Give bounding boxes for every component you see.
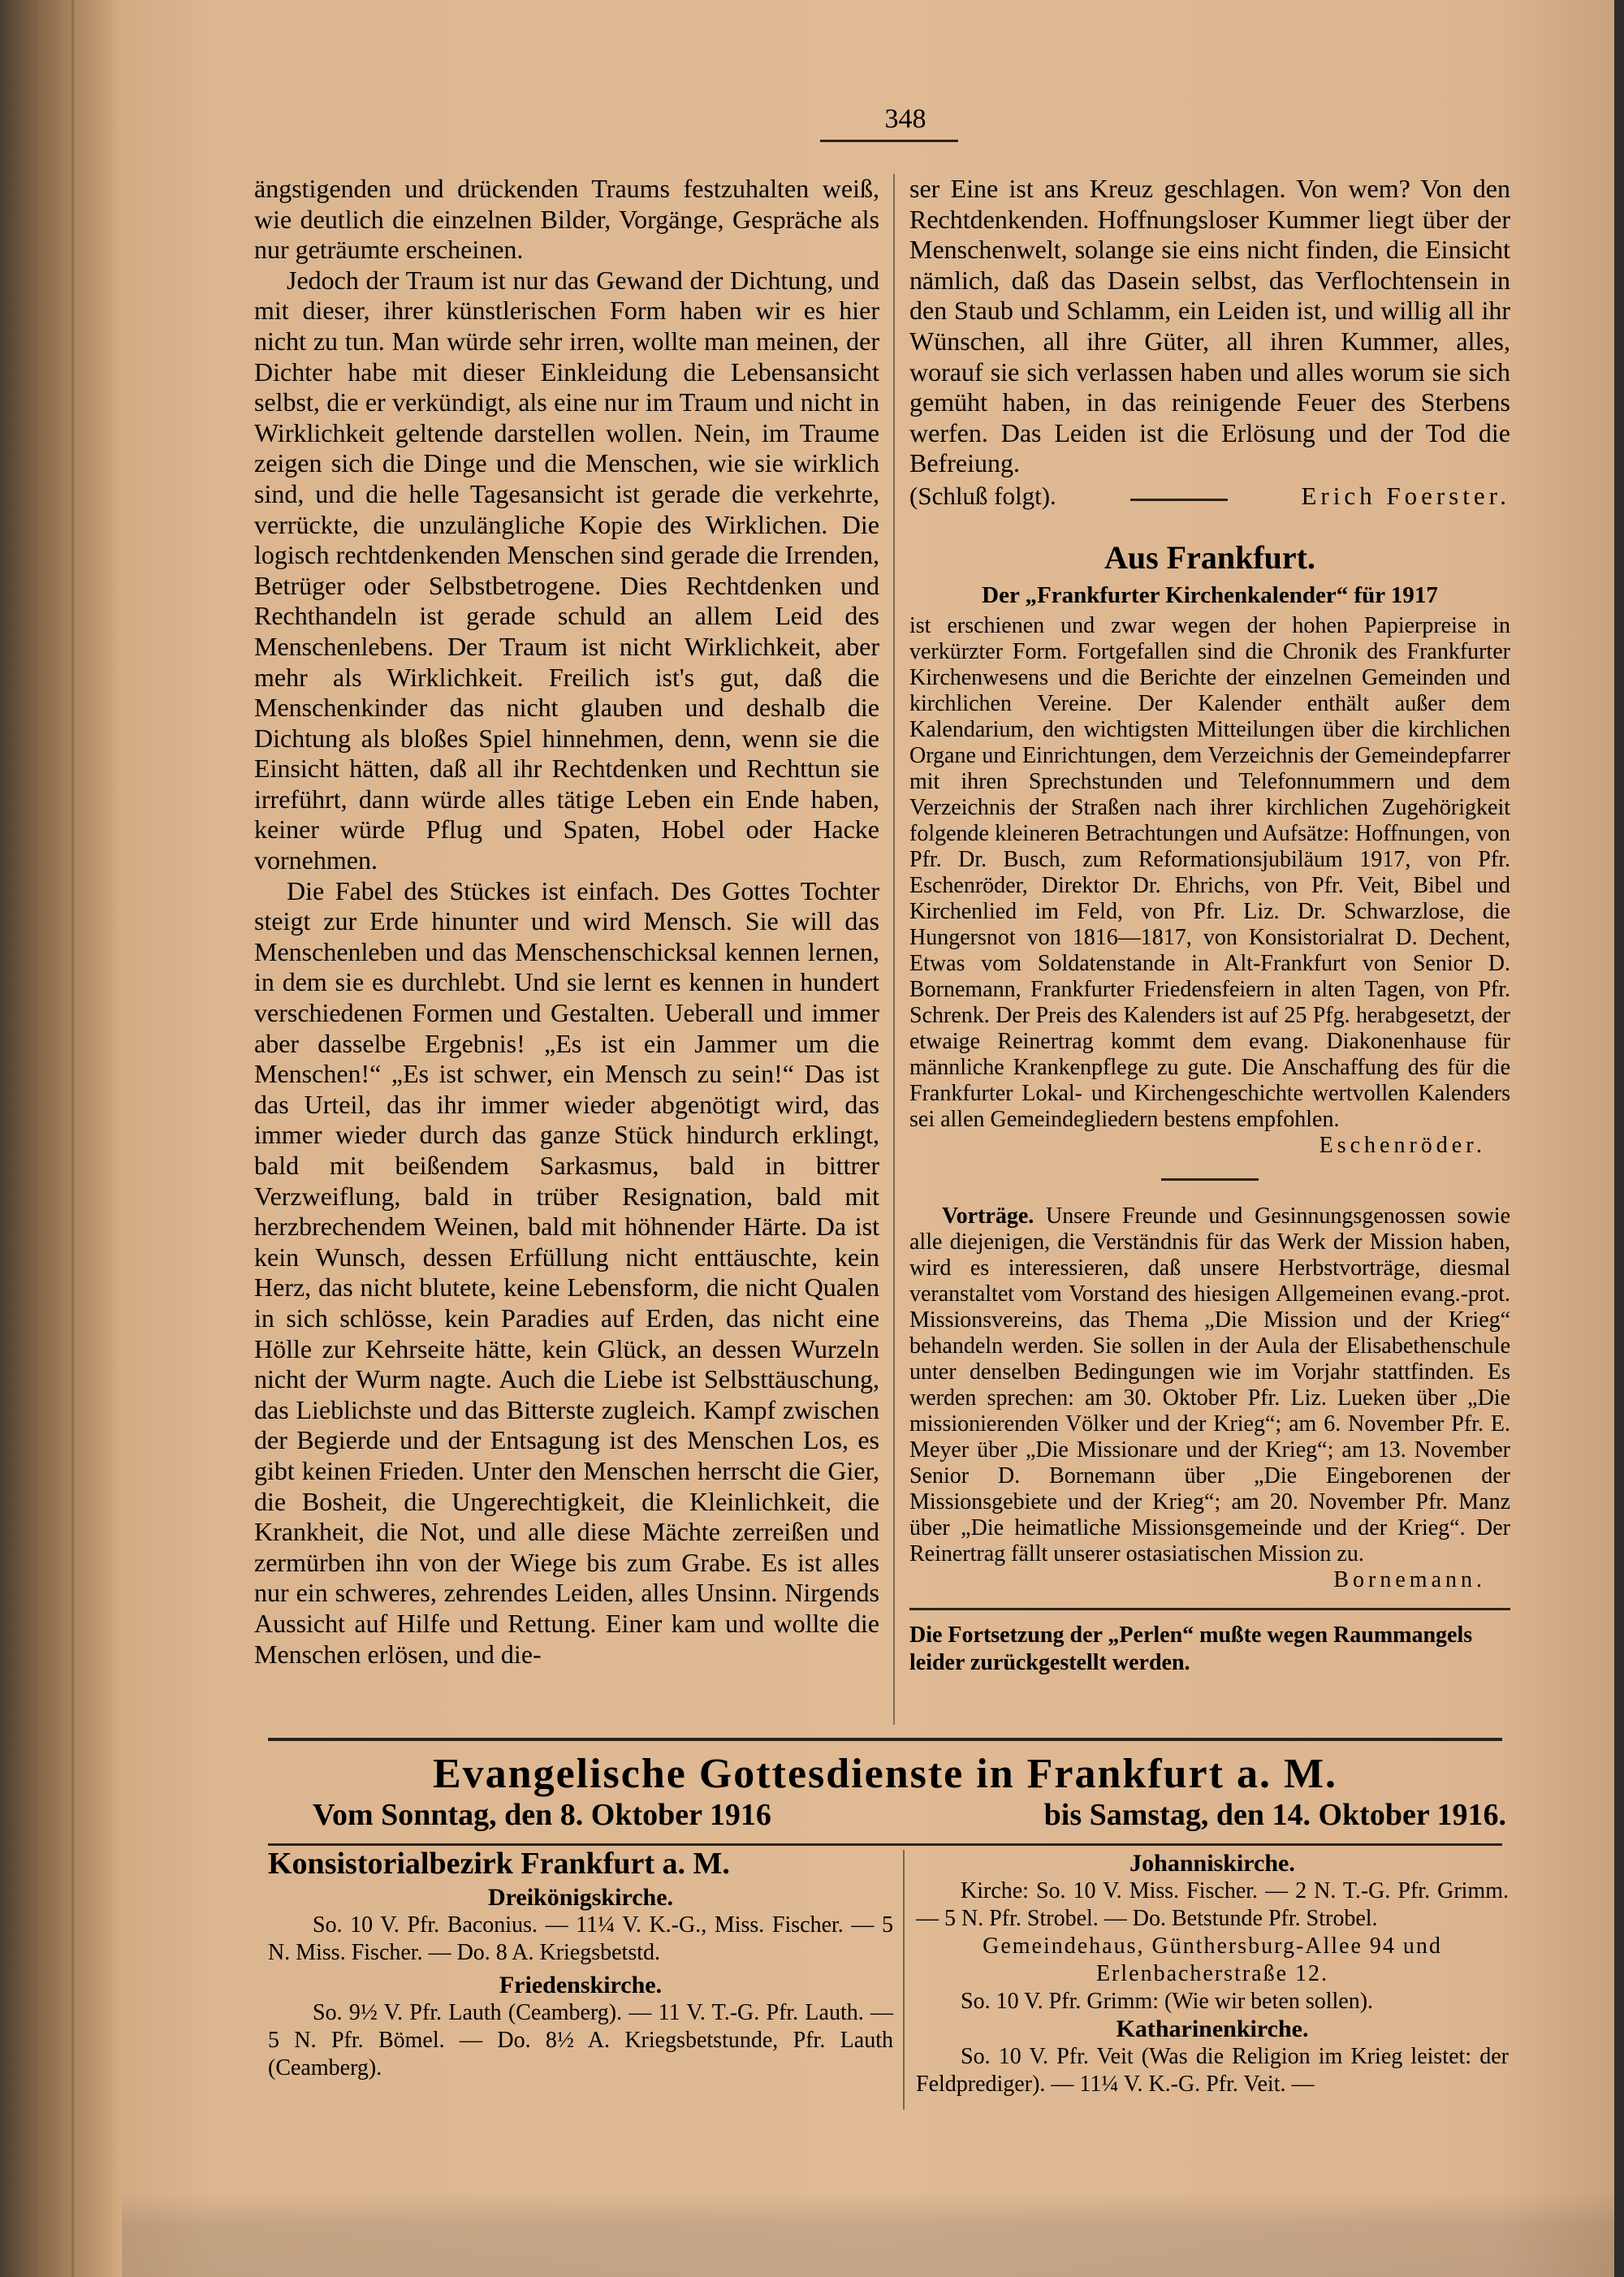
page-shadow	[122, 2193, 1624, 2277]
author-signature: Erich Foerster.	[1301, 481, 1510, 510]
church-heading: Friedenskirche.	[499, 1972, 663, 1998]
lectures-label: Vorträge.	[942, 1203, 1034, 1229]
left-column	[254, 174, 879, 1670]
page-number: 348	[884, 104, 926, 134]
paragraph: Jedoch der Traum ist nur das Gewand der Dichtung, und mit dieser, ihrer künstlerischen Form haben wir es hier nicht zu tun. Man würde sehr irren, wollte man meinen, der Dichter habe mit dieser Einkleidung die Lebensansicht selbst, die er verkündigt, als eine nur im Traum und nicht in Wirklichkeit geltende darstellen wollen. Nein, im Traume zeigen sich die Dinge und die Menschen, wie sie wirklich sind, und die helle Tagesansicht ist gerade die verkehrte, verrückte, die unzulängliche Kopie des Wirklichen. Die logisch rechtdenkenden Menschen sind gerade die Irrenden, Betrüger oder Selbstbetrogene. Dies Rechtdenken und Rechthandeln ist gerade schuld an allem Leid des Menschenlebens. Der Traum ist nicht Wirklichkeit, aber mehr als Wirklichkeit. Freilich ist's gut, daß die Menschenkinder das nicht glauben und deshalb die Dichtung als bloßes Spiel hinnehmen, denn, wenn sie die Einsicht hätten, daß all ihr Rechtdenken und Rechttun sie irreführt, dann würde alles tätige Leben ein Ende haben, keiner würde Pflug und Spaten, Hobel oder Hacke vornehmen.	[254, 265, 879, 875]
service-entry: Kirche: So. 10 V. Miss. Fischer. — 2 N. T.-G. Pfr. Grimm. — 5 N. Pfr. Strobel. — Do. Betstunde Pfr. Strobel.	[916, 1878, 1509, 1931]
section-heading: Aus Frankfurt.	[1104, 538, 1316, 576]
column-divider	[903, 1850, 905, 2110]
location-heading: Gemeindehaus, Günthersburg-Allee 94 und Erlenbacherstraße 12.	[983, 1934, 1442, 1986]
service-entry: So. 10 V. Pfr. Baconius. — 11¼ V. K.-G., Miss. Fischer. — 5 N. Miss. Fischer. — Do. 8 A. Kriegsbetstd.	[268, 1912, 893, 1965]
right-column	[909, 174, 1510, 1677]
section-rule	[268, 1738, 1502, 1741]
service-entry: So. 9½ V. Pfr. Lauth (Ceamberg). — 11 V. T.-G. Pfr. Lauth. — 5 N. Pfr. Bömel. — Do. 8½ A. Kriegsbetstunde, Pfr. Lauth (Ceamberg).	[268, 2000, 893, 2080]
spine-crease	[34, 0, 37, 2277]
editorial-notice: Die Fortsetzung der „Perlen“ mußte wegen Raummangels leider zurückgestellt werden.	[909, 1622, 1473, 1675]
paragraph: ist erschienen und zwar wegen der hohen Papierpreise in verkürzter Form. Fortgefallen sind die Chronik des Frankfurter Kirchenwesens und die Berichte der einzelnen Gemeinden und kirchlichen Vereine. Der Kalender enthält außer dem Kalendarium, den wichtigsten Mitteilungen über die kirchlichen Organe und Einrichtungen, dem Verzeichnis der Gemeindepfarrer mit ihren Sprechstunden und Telefonnummern und dem Verzeichnis der Straßen nach ihrer kirchlichen Zugehörigkeit folgende kleineren Betrachtungen und Aufsätze: Hoffnungen, von Pfr. Dr. Busch, zum Reformationsjubiläum 1917, von Pfr. Eschenröder, Direktor Dr. Ehrichs, von Pfr. Veit, Bibel und Kirchenlied im Feld, von Pfr. Liz. Dr. Schwarzlose, die Hungersnot von 1816—1817, von Konsistorialrat D. Dechent, Etwas vom Soldatenstande in Alt-Frankfurt von Senior D. Bornemann, Frankfurter Friedensfeiern in alten Tagen, von Pfr. Schrenk. Der Preis des Kalenders ist auf 25 Pfg. herabgesetzt, der etwaige Reinertrag kommt dem evang. Diakonenhause für männliche Krankenpflege zu gute. Die Anschaffung des für die Frankfurter Lokal- und Kirchengeschichte wertvollen Kalenders sei allen Gemeindegliedern bestens empfohlen.	[909, 612, 1510, 1132]
book-spine	[0, 0, 122, 2277]
paragraph: Die Fabel des Stückes ist einfach. Des Gottes Tochter steigt zur Erde hinunter und wird Mensch. Sie will das Menschenleben und das Menschenschicksal kennen lernen, in dem sie es durchlebt. Und sie lernt es kennen in hundert verschiedenen Formen und Gestalten. Ueberall und immer aber dasselbe Ergebnis! „Es ist ein Jammer um die Menschen!“ „Es ist schwer, ein Mensch zu sein!“ Das ist das Urteil, das ihr immer wieder abgenötigt wird, das immer wieder durch das ganze Stück hindurch erklingt, bald mit beißendem Sarkasmus, bald in bittrer Verzweiflung, bald in trüber Resignation, bald mit herzbrechendem Weinen, bald mit höhnender Härte. Da ist kein Wunsch, dessen Erfüllung nicht enttäuschte, kein Herz, das nicht blutete, keine Lebensform, die nicht Qualen in sich schlösse, kein Paradies auf Erden, das nicht eine Hölle zur Kehrseite hätte, kein Glück, an dessen Wurzeln nicht der Wurm nagte. Auch die Liebe ist Selbsttäuschung, das Lieblichste und das Bitterste zugleich. Kampf zwischen der Begierde und der Entsagung ist des Menschen Los, es gibt keinen Frieden. Unter den Menschen herrscht die Gier, die Bosheit, die Ungerechtigkeit, die Kleinlichkeit, die Krankheit, die Not, und alle diese Mächte zerreißen und zermürben ihn von der Wiege bis zum Grabe. Es ist alles nur ein schweres, zehrendes Leiden, alles Unsinn. Nirgends Aussicht auf Hilfe und Rettung. Einer kam und wollte die Menschen erlösen, und die-	[254, 875, 879, 1669]
calendar-heading: Der „Frankfurter Kirchenkalender“ für 1917	[982, 582, 1438, 609]
calendar-signature: Eschenröder.	[1319, 1132, 1486, 1158]
services-right-column	[916, 1850, 1509, 2098]
spine-crease	[71, 0, 74, 2277]
date-from: Vom Sonntag, den 8. Oktober 1916	[313, 1798, 771, 1832]
separator-rule	[1161, 1178, 1259, 1181]
continuation-note: (Schluß folgt).	[909, 481, 1056, 510]
services-title: Evangelische Gottesdienste in Frankfurt a. M.	[432, 1751, 1338, 1797]
paragraph: Unsere Freunde und Gesinnungsgenossen sowie alle diejenigen, die Verständnis für das Werk der Mission haben, wird es interessieren, daß unsere Herbstvorträge, diesmal veranstaltet vom Vorstand des hiesigen Allgemeinen evang.-prot. Missionsvereins, das Thema „Die Mission und der Krieg“ behandeln werden. Sie sollen in der Aula der Elisabethenschule unter denselben Bedingungen wie im Vorjahr stattfinden. Es werden sprechen: am 30. Oktober Pfr. Liz. Lueken über „Die missionierenden Völker und der Krieg“; am 6. November Pfr. E. Meyer über „Die Missionare und der Krieg“; am 13. November Senior D. Bornemann über „Die Eingeborenen der Missionsgebiete und der Krieg“; am 20. November Pfr. Manz über „Die heimatliche Missionsgemeinde und der Krieg“. Der Reinertrag fällt unserer ostasiatischen Mission zu.	[909, 1203, 1510, 1566]
column-divider	[893, 174, 895, 1725]
separator-rule	[909, 1608, 1510, 1610]
service-entry: So. 10 V. Pfr. Grimm: (Wie wir beten sollen).	[961, 1989, 1374, 2014]
calendar-article	[909, 613, 1510, 1159]
book-cover-edge	[1614, 0, 1624, 2277]
church-heading: Dreikönigskirche.	[487, 1884, 674, 1911]
date-to: bis Samstag, den 14. Oktober 1916.	[1043, 1798, 1506, 1832]
district-heading: Konsistorialbezirk Frankfurt a. M.	[268, 1847, 730, 1881]
church-heading: Johanniskirche.	[1129, 1850, 1295, 1877]
lectures-article	[909, 1203, 1510, 1593]
lectures-signature: Bornemann.	[1333, 1566, 1486, 1592]
church-heading: Katharinenkirche.	[1116, 2016, 1309, 2042]
paragraph: ängstigenden und drückenden Traums festzuhalten weiß, wie deutlich die einzelnen Bilder, Vorgänge, Gespräche als nur geträumte erscheinen.	[254, 174, 879, 265]
article-footer	[909, 481, 1510, 512]
services-date-range	[313, 1797, 1506, 1833]
service-entry: So. 10 V. Pfr. Veit (Was die Religion im Krieg leistet: der Feldprediger). — 11¼ V. K.-G. Pfr. Veit. —	[916, 2044, 1509, 2097]
page-number-rule	[820, 140, 958, 142]
services-left-column	[268, 1847, 893, 2082]
separator-rule	[1130, 499, 1228, 501]
paragraph: ser Eine ist ans Kreuz geschlagen. Von wem? Von den Rechtdenkenden. Hoffnungsloser Kummer liegt über der Menschenwelt, solange sie eins nicht finden, die Einsicht nämlich, daß das Dasein selbst, das Verflochtensein in den Staub und Schlamm, ein Leiden ist, und willig all ihr Wünschen, all ihre Güter, all ihren Kummer, alles, worauf sie sich verlassen haben und alles worum sie sich gemüht haben, in das reinigende Feuer des Sterbens werfen. Das Leiden ist die Erlösung und der Tod die Befreiung.	[909, 174, 1510, 478]
section-rule	[268, 1843, 1502, 1846]
